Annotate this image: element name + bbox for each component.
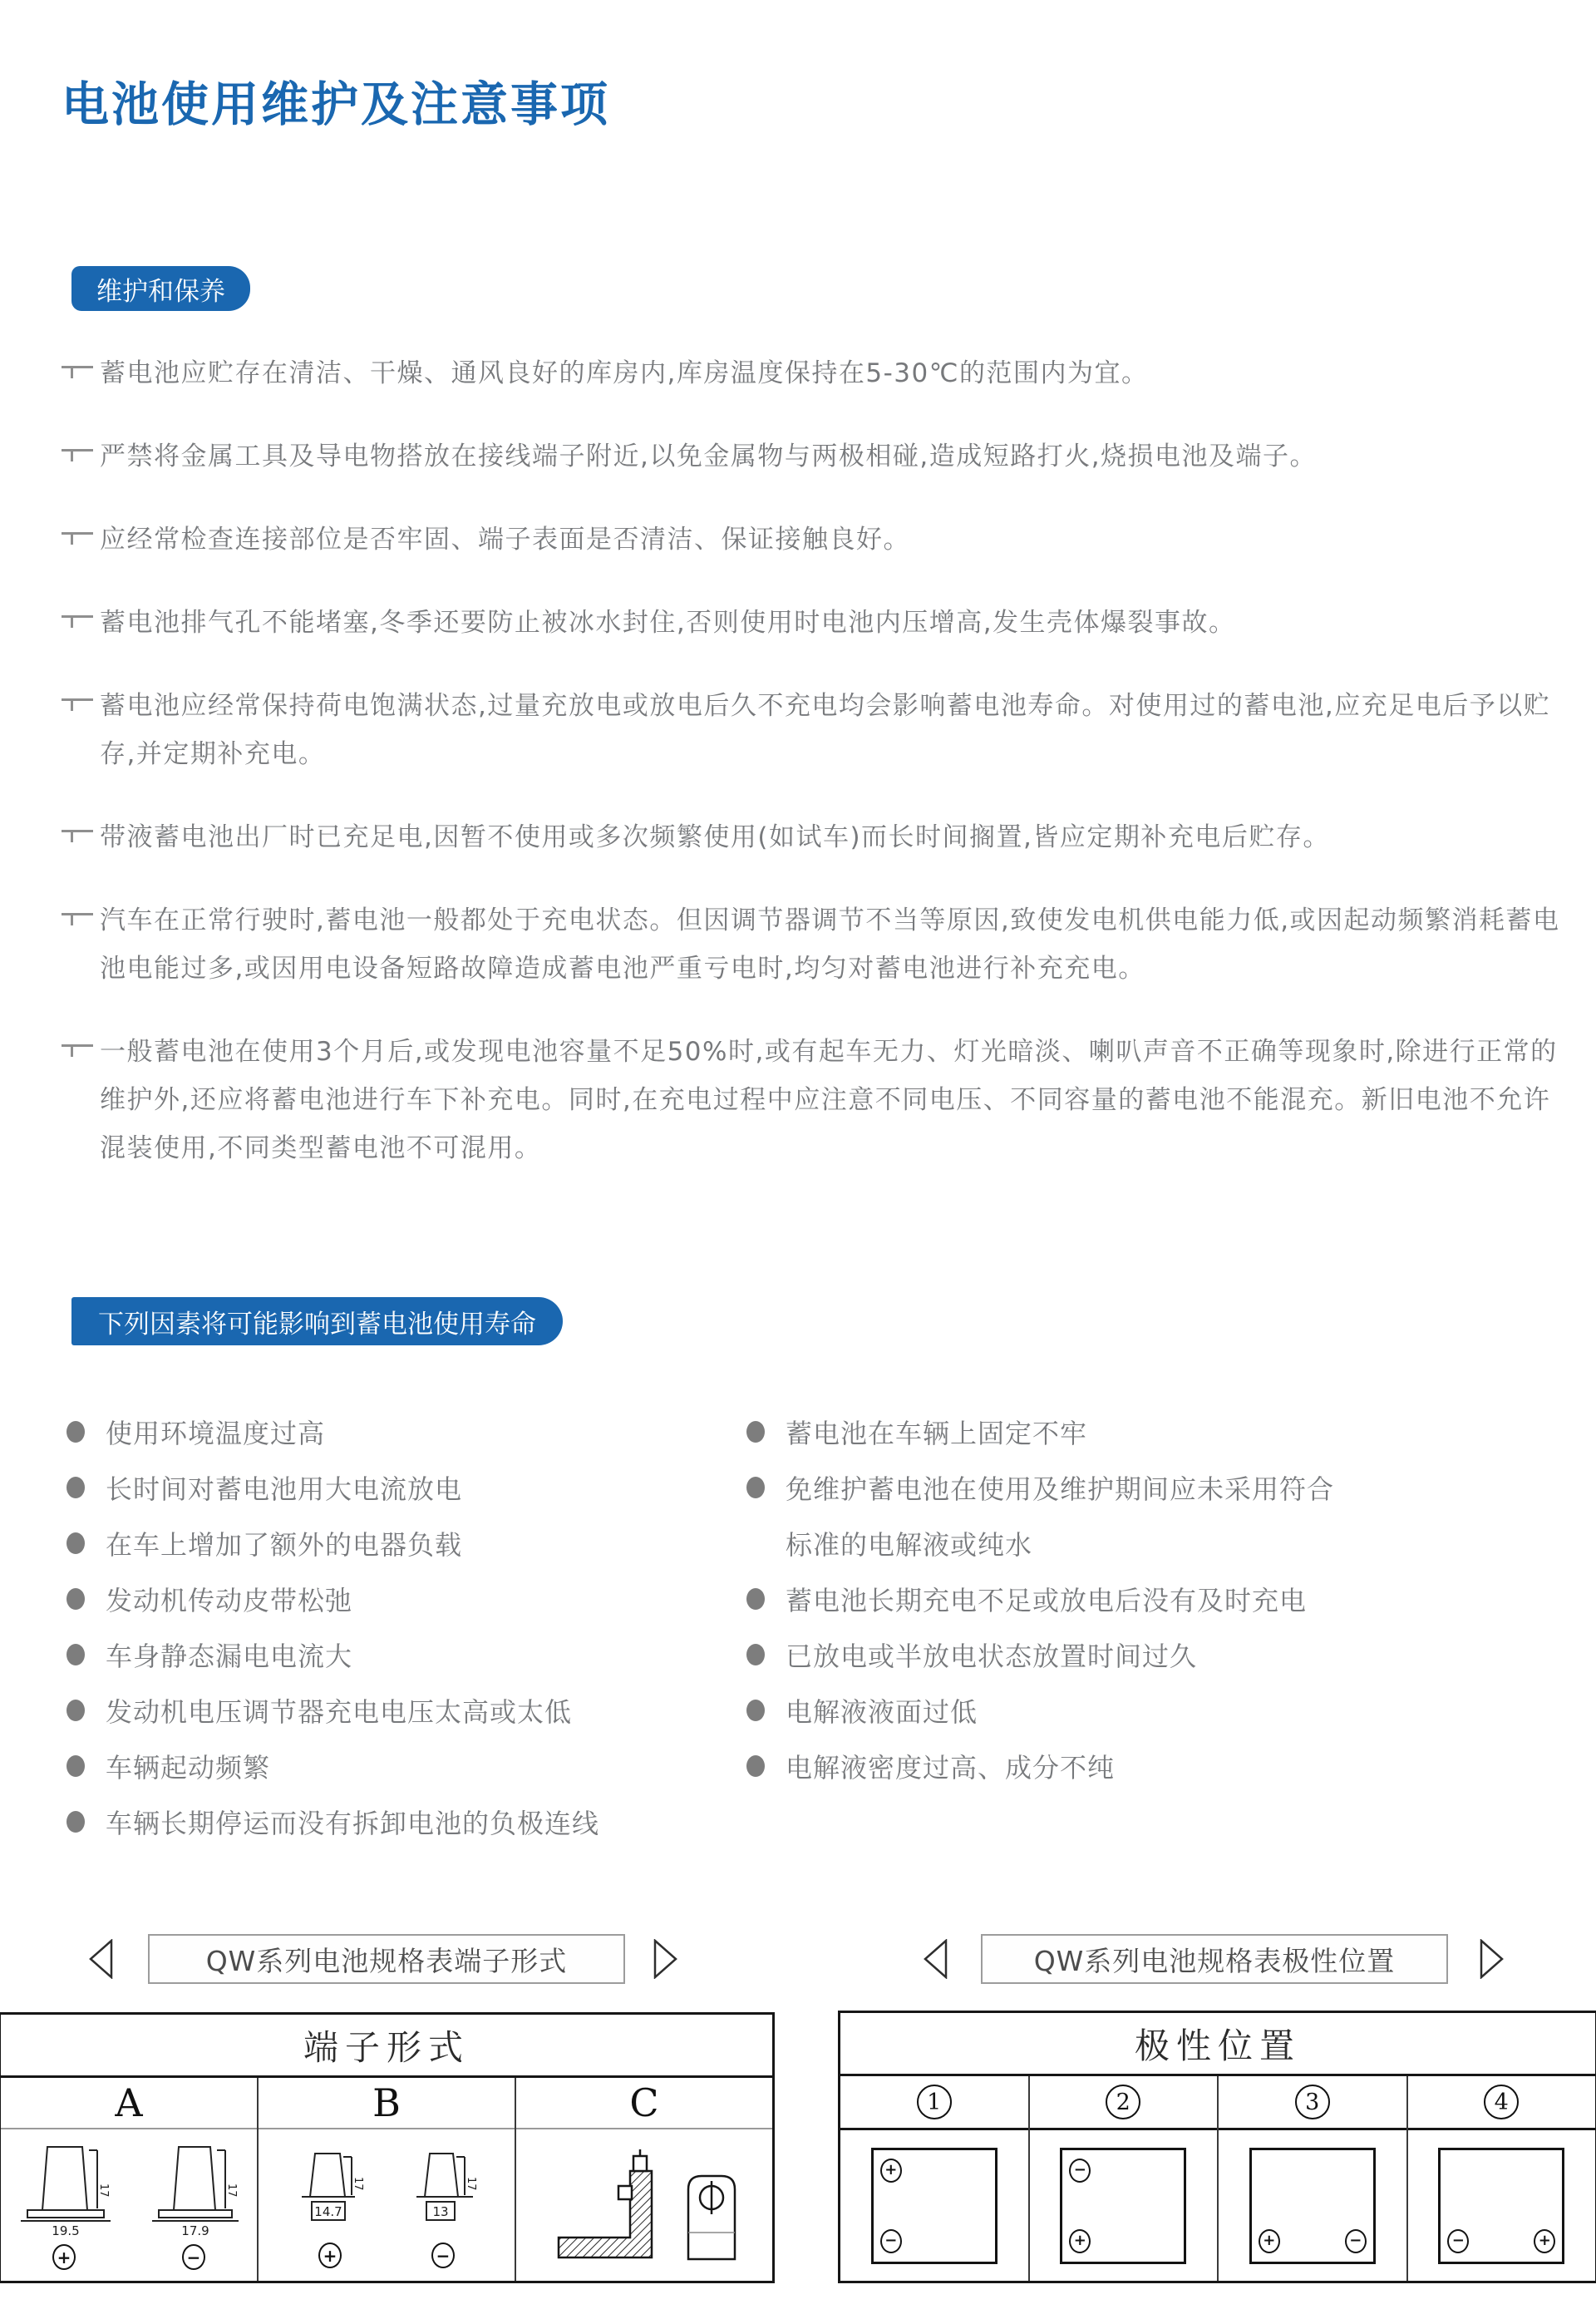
- list-item-text: 在车上增加了额外的电器负载: [106, 1528, 463, 1561]
- terminal-drawing-b-positive: [288, 2142, 372, 2268]
- list-item: [66, 1738, 740, 1794]
- list-item: [66, 1571, 740, 1626]
- list-item: [62, 516, 1568, 564]
- list-item-text: 车身静态漏电电流大: [106, 1640, 353, 1672]
- list-item-text: 使用环境温度过高: [106, 1417, 326, 1449]
- list-item: [66, 1794, 740, 1849]
- terminal-form-table: [0, 2012, 775, 2283]
- list-item-text: 蓄电池在车辆上固定不牢: [786, 1417, 1088, 1449]
- bullet-dot-icon: [746, 1700, 765, 1721]
- terminal-column-a: [1, 2078, 259, 2281]
- list-item-text: 蓄电池应贮存在清洁、干燥、通风良好的库房内,库房温度保持在5-30℃的范围内为宜。: [100, 358, 1149, 388]
- positive-terminal-icon: +: [318, 2243, 342, 2268]
- negative-terminal-icon: −: [431, 2243, 455, 2268]
- column-header: A: [1, 2078, 257, 2129]
- polarity-position-table: [838, 2011, 1596, 2283]
- list-item-text: 严禁将金属工具及导电物搭放在接线端子附近,以免金属物与两极相碰,造成短路打火,烧损电池及端子。: [100, 442, 1318, 471]
- list-item-text: 汽车在正常行驶时,蓄电池一般都处于充电状态。但因调节器调节不当等原因,致使发电机供电能力低,或因起动频繁消耗蓄电池电能过多,或因用电设备短路故障造成蓄电池严重亏电时,均匀对蓄电池进行补充充电。: [100, 905, 1560, 984]
- svg-text:13: 13: [432, 2204, 449, 2219]
- battery-outline: [1060, 2148, 1186, 2264]
- bullet-dot-icon: [66, 1811, 85, 1833]
- bullet-dot-icon: [66, 1644, 85, 1665]
- bullet-dot-icon: [746, 1755, 765, 1777]
- negative-terminal-icon: −: [1345, 2229, 1367, 2253]
- polarity-column-3: [1219, 2076, 1408, 2281]
- maintenance-list: [62, 349, 1568, 1207]
- terminal-drawing-b-negative: [401, 2142, 485, 2268]
- list-item-text: 标准的电解液或纯水: [786, 1528, 1033, 1561]
- table-title: 极性位置: [840, 2013, 1595, 2076]
- column-header: C: [516, 2078, 772, 2129]
- terminal-post-drawing: [288, 2142, 372, 2238]
- positive-terminal-icon: +: [1259, 2229, 1280, 2253]
- list-item-text: 带液蓄电池出厂时已充足电,因暂不使用或多次频繁使用(如试车)而长时间搁置,皆应定期补充电后贮存。: [100, 822, 1330, 852]
- polarity-column-2: [1030, 2076, 1219, 2281]
- negative-terminal-icon: −: [880, 2229, 902, 2253]
- list-item: [746, 1459, 1586, 1515]
- svg-text:17: 17: [225, 2183, 238, 2198]
- terminal-post-drawing: [401, 2142, 485, 2238]
- section-header-polarity: [923, 1934, 1505, 1984]
- terminal-post-drawing: [14, 2140, 114, 2240]
- list-item: [66, 1515, 740, 1571]
- polarity-column-4: [1408, 2076, 1596, 2281]
- section-title-box: [981, 1934, 1448, 1984]
- svg-text:19.5: 19.5: [52, 2223, 80, 2238]
- circled-number: 3: [1295, 2085, 1330, 2119]
- list-item: [62, 1028, 1568, 1172]
- list-item-text: 应经常检查连接部位是否牢固、端子表面是否清洁、保证接触良好。: [100, 525, 910, 555]
- battery-outline: [871, 2148, 998, 2264]
- list-item: [62, 432, 1568, 481]
- list-item: [62, 349, 1568, 397]
- bullet-dot-icon: [746, 1421, 765, 1443]
- list-item-text: 电解液密度过高、成分不纯: [786, 1751, 1116, 1784]
- bullet-dot-icon: [66, 1700, 85, 1721]
- dash-tick-icon: [62, 615, 93, 630]
- svg-text:14.7: 14.7: [314, 2204, 342, 2219]
- list-item-text: 发动机电压调节器充电电压太高或太低: [106, 1695, 573, 1728]
- list-item-text: 车辆起动频繁: [106, 1751, 271, 1784]
- svg-text:17: 17: [352, 2177, 364, 2191]
- list-item: [66, 1682, 740, 1738]
- list-item-text: 电解液液面过低: [786, 1695, 978, 1728]
- dash-tick-icon: [62, 698, 93, 713]
- positive-terminal-icon: +: [1534, 2229, 1555, 2253]
- bullet-dot-icon: [746, 1477, 765, 1498]
- maintenance-badge: 维护和保养: [71, 266, 250, 311]
- negative-terminal-icon: −: [1447, 2229, 1469, 2253]
- svg-text:17.9: 17.9: [181, 2223, 209, 2238]
- table-title: 端子形式: [1, 2015, 772, 2078]
- bullet-dot-icon: [746, 1644, 765, 1665]
- list-item-continuation: [746, 1515, 1586, 1571]
- list-item: [66, 1459, 740, 1515]
- list-item: [746, 1682, 1586, 1738]
- list-item: [66, 1626, 740, 1682]
- list-item: [746, 1626, 1586, 1682]
- list-item: [746, 1404, 1586, 1459]
- column-header: [840, 2076, 1028, 2130]
- list-item: [62, 599, 1568, 647]
- section-title: QW系列电池规格表极性位置: [1033, 1944, 1396, 1977]
- section-title-box: [148, 1934, 625, 1984]
- section-title: QW系列电池规格表端子形式: [205, 1944, 568, 1977]
- list-item-text: 已放电或半放电状态放置时间过久: [786, 1640, 1198, 1672]
- list-item-text: 一般蓄电池在使用3个月后,或发现电池容量不足50%时,或有起车无力、灯光暗淡、喇叭声音不正确等现象时,除进行正常的维护外,还应将蓄电池进行车下补充电。同时,在充电过程中应注意不同电压、不同容量的蓄电池不能混充。新旧电池不允许混装使用,不同类型蓄电池不可混用。: [100, 1037, 1558, 1163]
- terminal-drawing-a-negative: [144, 2140, 244, 2270]
- list-item-text: 蓄电池长期充电不足或放电后没有及时充电: [786, 1584, 1308, 1616]
- column-header: [1030, 2076, 1218, 2130]
- column-header: [1219, 2076, 1406, 2130]
- list-item-text: 长时间对蓄电池用大电流放电: [106, 1473, 463, 1505]
- list-item: [62, 896, 1568, 993]
- dash-tick-icon: [62, 366, 93, 381]
- circled-number: 2: [1106, 2085, 1140, 2119]
- positive-terminal-icon: +: [52, 2244, 76, 2270]
- list-item: [62, 682, 1568, 778]
- positive-terminal-icon: +: [880, 2159, 902, 2183]
- l-bracket-terminal-drawing: [540, 2143, 748, 2267]
- dash-tick-icon: [62, 830, 93, 845]
- bullet-dot-icon: [66, 1755, 85, 1777]
- page-title: 电池使用维护及注意事项: [62, 77, 610, 132]
- circled-number: 4: [1484, 2085, 1519, 2119]
- list-item: [62, 813, 1568, 861]
- list-item-text: 免维护蓄电池在使用及维护期间应未采用符合: [786, 1473, 1335, 1505]
- list-item: [746, 1738, 1586, 1794]
- dash-tick-icon: [62, 449, 93, 464]
- list-item-text: 车辆长期停运而没有拆卸电池的负极连线: [106, 1807, 600, 1839]
- column-header: [1408, 2076, 1596, 2130]
- column-header: B: [259, 2078, 515, 2129]
- factors-list-right: [746, 1404, 1586, 1794]
- bullet-dot-icon: [66, 1421, 85, 1443]
- svg-text:17: 17: [97, 2183, 110, 2198]
- negative-terminal-icon: −: [1069, 2159, 1091, 2183]
- prev-arrow-icon[interactable]: [923, 1939, 948, 1979]
- battery-outline: [1438, 2148, 1564, 2264]
- next-arrow-icon[interactable]: [1480, 1939, 1505, 1979]
- section-header-terminal: [88, 1934, 678, 1984]
- next-arrow-icon[interactable]: [653, 1939, 678, 1979]
- list-item-text: 蓄电池排气孔不能堵塞,冬季还要防止被冰水封住,否则使用时电池内压增高,发生壳体爆裂事故。: [100, 608, 1236, 638]
- bullet-dot-icon: [66, 1532, 85, 1554]
- terminal-drawing-a-positive: [14, 2140, 114, 2270]
- list-item: [66, 1404, 740, 1459]
- prev-arrow-icon[interactable]: [88, 1939, 113, 1979]
- terminal-column-c: [516, 2078, 772, 2281]
- positive-terminal-icon: +: [1069, 2229, 1091, 2253]
- dash-tick-icon: [62, 1044, 93, 1059]
- list-item-text: 蓄电池应经常保持荷电饱满状态,过量充放电或放电后久不充电均会影响蓄电池寿命。对使用过的蓄电池,应充足电后予以贮存,并定期补充电。: [100, 691, 1551, 769]
- terminal-column-b: [259, 2078, 516, 2281]
- factors-badge: 下列因素将可能影响到蓄电池使用寿命: [71, 1297, 563, 1345]
- factors-list-left: [66, 1404, 740, 1849]
- dash-tick-icon: [62, 913, 93, 928]
- circled-number: 1: [917, 2085, 952, 2119]
- bullet-dot-icon: [66, 1588, 85, 1610]
- bullet-dot-icon: [746, 1588, 765, 1610]
- list-item: [746, 1571, 1586, 1626]
- battery-outline: [1249, 2148, 1376, 2264]
- negative-terminal-icon: −: [182, 2244, 205, 2270]
- bullet-dot-icon: [66, 1477, 85, 1498]
- polarity-column-1: [840, 2076, 1030, 2281]
- svg-text:17: 17: [465, 2177, 477, 2191]
- terminal-post-drawing: [144, 2140, 244, 2240]
- dash-tick-icon: [62, 532, 93, 547]
- list-item-text: 发动机传动皮带松弛: [106, 1584, 353, 1616]
